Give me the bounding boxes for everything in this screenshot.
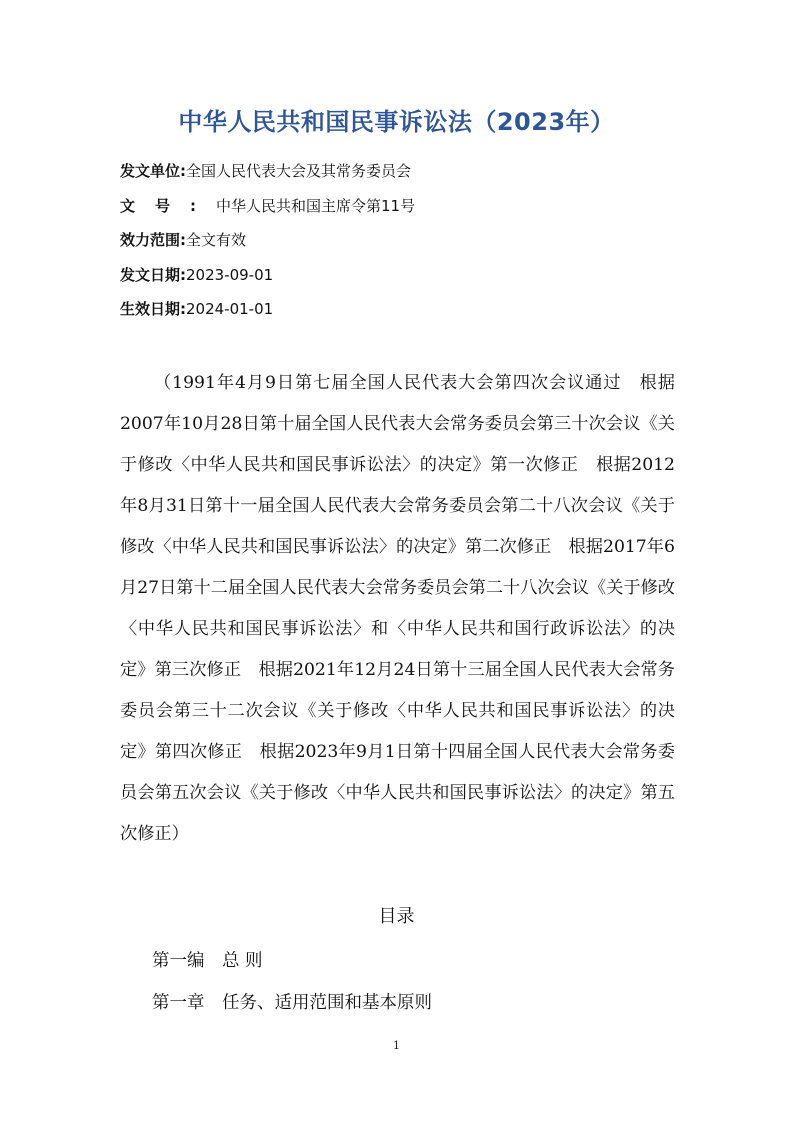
meta-value: 全国人民代表大会及其常务委员会	[186, 162, 412, 180]
meta-value: 2023-09-01	[186, 266, 274, 284]
meta-label: 效力范围:	[120, 231, 186, 249]
meta-label: 生效日期:	[120, 300, 186, 318]
meta-value: 2024-01-01	[186, 300, 274, 318]
meta-value: 中华人民共和国主席令第11号	[216, 197, 416, 215]
meta-doc-number-row	[120, 194, 415, 218]
toc-item[interactable]: 第一章 任务、适用范围和基本原则	[152, 993, 432, 1013]
toc-item[interactable]: 第一编 总 则	[152, 951, 263, 971]
amendment-history-paragraph: （1991年4月9日第七届全国人民代表大会第四次会议通过 根据2007年10月28日第十届全国人民代表大会常务委员会第三十次会议《关于修改〈中华人民共和国民事诉讼法〉的决定》第一次修正 根据2012年8月31日第十一届全国人民代表大会常务委员会第二十八次会议《关于修改〈中华人民共和国民事诉讼法〉的决定》第二次修正 根据2017年6月27日第十二届全国人民代表大会常务委员会第二十八次会议《关于修改〈中华人民共和国民事诉讼法〉和〈中华人民共和国行政诉讼法〉的决定》第三次修正 根据2021年12月24日第十三届全国人民代表大会常务委员会第三十二次会议《关于修改〈中华人民共和国民事诉讼法〉的决定》第四次修正 根据2023年9月1日第十四届全国人民代表大会常务委员会第五次会议《关于修改〈中华人民共和国民事诉讼法〉的决定》第五次修正）	[120, 373, 675, 844]
toc-heading: 目录	[378, 906, 415, 927]
page-title: 中华人民共和国民事诉讼法（2023年）	[178, 108, 615, 136]
meta-issue-date-row	[120, 263, 273, 287]
meta-label: 发文单位:	[120, 162, 186, 180]
meta-scope-row	[120, 228, 246, 252]
meta-label: 文号:	[120, 197, 216, 215]
meta-label: 发文日期:	[120, 266, 186, 284]
meta-issuer-row	[120, 159, 411, 183]
page-number: 1	[393, 1039, 400, 1052]
meta-value: 全文有效	[186, 231, 247, 249]
meta-effective-date-row	[120, 297, 273, 321]
